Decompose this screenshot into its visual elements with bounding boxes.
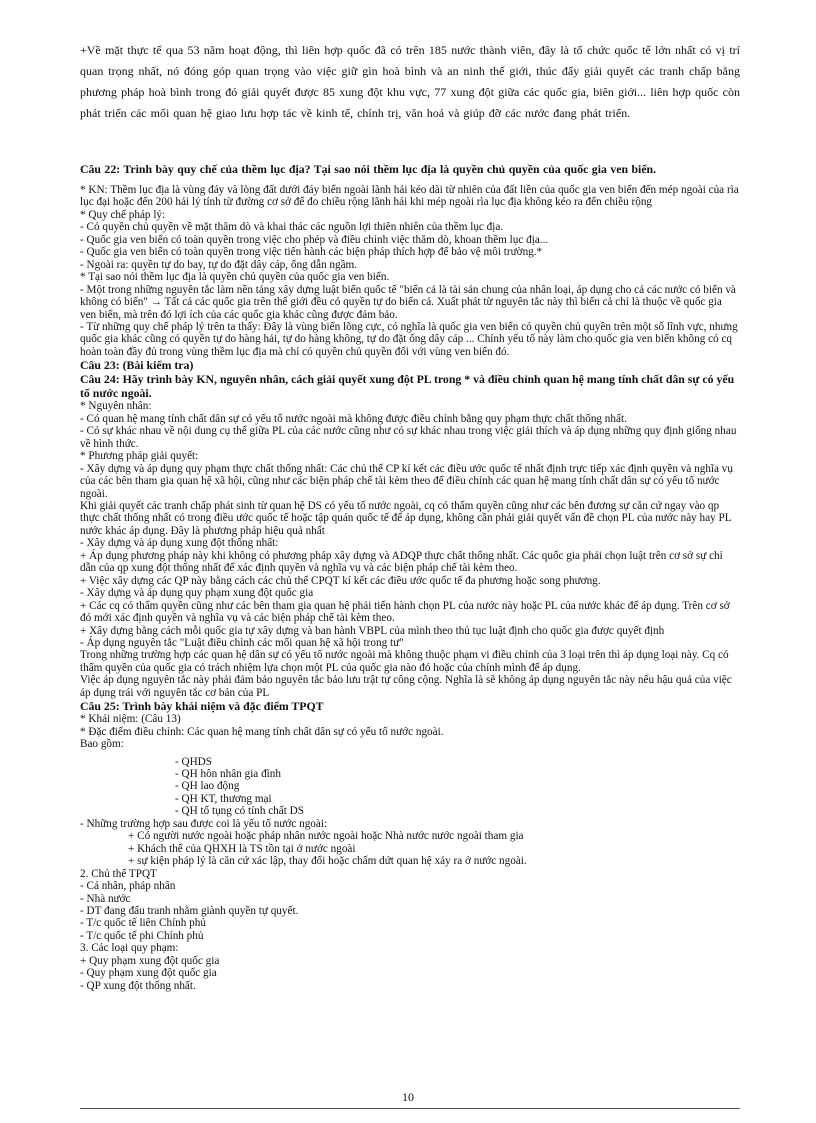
q25-line: * Đặc điểm điều chỉnh: Các quan hệ mang tính chất dân sự có yếu tố nước ngoài. bbox=[80, 725, 444, 738]
q25-list-item: - QH KT, thương mại bbox=[175, 792, 272, 805]
q25-body bbox=[80, 713, 740, 992]
q22-line: - Ngoài ra: quyền tự do bay, tự do đặt dây cáp, ống dẫn ngầm. bbox=[80, 258, 358, 271]
q25-line: + Quy phạm xung đột quốc gia bbox=[80, 954, 220, 967]
intro-paragraph: +Về mặt thực tế qua 53 năm hoạt động, thì liên hợp quốc đã có trên 185 nước thành viên, đây là tổ chức quốc tế lớn nhất có vị trí quan trọng nhất, nó đóng góp quan trọng vào việc giữ gìn hoà bình và an ninh thế giới, thúc đẩy giải quyết các tranh chấp bằng phương pháp hoà bình trong đó giải quyết được 85 xung đột khu vực, 77 xung đột giữa các quốc gia, biên giới... liên hợp quốc còn phát triển các mối quan hệ giao lưu hợp tác về kinh tế, chính trị, văn hoá và giúp đỡ các nước đang phát triển. bbox=[80, 43, 740, 120]
q25-list-item: - QH tố tụng có tính chất DS bbox=[175, 805, 304, 818]
q24-line: - Xây dựng và áp dụng quy phạm xung đột quốc gia bbox=[80, 587, 314, 600]
q22-line: - Có quyền chủ quyền về mặt thăm dò và khai thác các nguồn lợi thiên nhiên của thềm lục địa. bbox=[80, 221, 504, 234]
q24-line: Việc áp dụng nguyên tắc này phải đảm bảo nguyên tắc bảo lưu trật tự công cộng. Nghĩa là sẽ không áp dụng nguyên tắc này nếu hậu quả của việc áp dụng trái với nguyên tắc cơ bản của PL bbox=[80, 674, 732, 699]
q24-line: Trong những trường hợp các quan hệ dân sự có yếu tố nước ngoài mà không thuộc phạm vi điều chỉnh của 3 loại trên thì áp dụng loại này. Cq có thẩm quyền của quốc gia có trách nhiệm lựa chọn một PL của quốc gia nào đó hoặc của chính mình để áp dụng. bbox=[80, 649, 729, 674]
q25-list-item: - QH lao động bbox=[175, 780, 240, 793]
q25-line: - T/c quốc tế phi Chính phủ bbox=[80, 929, 204, 942]
q24-line: + Việc xây dựng các QP này bằng cách các chủ thể CPQT kí kết các điều ước quốc tế đa phương hoặc song phương. bbox=[80, 574, 601, 587]
q22-heading: Câu 22: Trình bày quy chế của thềm lục địa? Tại sao nói thềm lục địa là quyền chủ quyền của quốc gia ven biển. bbox=[80, 162, 657, 176]
q25-line: 3. Các loại quy phạm: bbox=[80, 942, 179, 955]
q22-line: - Quốc gia ven biển có toàn quyền trong việc cho phép và điều chỉnh việc thăm dò, khoan thềm lục địa... bbox=[80, 233, 549, 246]
q22-line: * KN: Thềm lục địa là vùng đáy và lòng đất dưới đáy biển ngoài lãnh hải kéo dài từ nhiên của đất liền của quốc gia ven biển đến mép ngoài của rìa lục đại hoặc đến 200 hải lý tính từ đường cơ sở để đo chiều rộng lãnh hải khi mép ngoài rìa lục địa không kéo ra đến chiều rộng bbox=[80, 184, 739, 209]
q22-line: - Quốc gia ven biển có toàn quyền trong việc tiến hành các biện pháp thích hợp để bảo vệ môi trường.* bbox=[80, 246, 543, 259]
q22-line: * Tại sao nói thềm lục địa là quyền chủ quyền của quốc gia ven biển. bbox=[80, 271, 390, 284]
q25-line: Bao gồm: bbox=[80, 738, 124, 751]
q25-plus-item: + sự kiện pháp lý là căn cứ xác lập, thay đổi hoặc chấm dứt quan hệ xảy ra ở nước ngoài. bbox=[128, 855, 527, 868]
q22-body bbox=[80, 184, 740, 358]
q24-line: + Áp dụng phương pháp này khi không có phương pháp xây dựng và ADQP thực chất thống nhất. Các quốc gia phải chọn luật trên cơ sở sự chỉ dẫn của qp xung đột thống nhất để xác định quyền và nghĩa vụ và các biện pháp chế tài kèm theo. bbox=[80, 549, 723, 575]
q22-line: - Một trong những nguyên tắc làm nền tảng xây dựng luật biển quốc tế "biển cả là tài sản chung của nhân loại, áp dụng cho cả các nước có biển và không có biển" → Tất cả các quốc gia trên thế giới đều có quyền tự do biển cả. Xuất phát từ nguyên tắc này thì biển cả chỉ là thuộc về quốc gia ven biển, mà trên đó lợi ích của các quốc gia khác cũng được đảm bảo. bbox=[80, 283, 736, 321]
q24-line: - Xây dựng và áp dụng quy phạm thực chất thống nhất: Các chủ thể CP kí kết các điều ước quốc tế nhất định trực tiếp xác định quyền và nghĩa vụ của các bên tham gia quan hệ xã hội, cũng như các biện pháp chế tài kèm theo để điều chỉnh các quan hệ mang tính chất dân sự có yếu tố nước ngoài. bbox=[80, 462, 733, 500]
q25-line: - Nhà nước bbox=[80, 892, 131, 905]
page-number: 10 bbox=[402, 1090, 414, 1104]
document-page bbox=[80, 40, 740, 992]
q25-heading: Câu 25: Trình bày khái niệm và đặc điểm TPQT bbox=[80, 699, 324, 714]
q24-line: - Có quan hệ mang tính chất dân sự có yếu tố nước ngoài mà không được điều chỉnh bằng quy phạm thực chất thống nhất. bbox=[80, 412, 627, 425]
q25-line: 2. Chủ thể TPQT bbox=[80, 867, 157, 880]
q25-line: - Quy phạm xung đột quốc gia bbox=[80, 967, 217, 980]
q22-line: * Quy chế pháp lý: bbox=[80, 208, 166, 221]
q24-body bbox=[80, 400, 740, 699]
q24-line: * Phương pháp giải quyết: bbox=[80, 450, 199, 463]
q25-plus-item: + Có người nước ngoài hoặc pháp nhân nước ngoài hoặc Nhà nước nước ngoài tham gia bbox=[128, 830, 524, 843]
q24-line: Khi giải quyết các tranh chấp phát sinh từ quan hệ DS có yếu tố nước ngoài, cq có thẩm quyền cũng như các bên đương sự căn cứ ngay vào qp thực chất thống nhất có trong điều ước quốc tế hoặc tập quán quốc tế để áp dụng, không cần phải giải quyết vấn đề chọn PL của nước này hay PL nước khác áp dụng. Đây là phương pháp hiệu quả nhất bbox=[80, 499, 732, 537]
q24-line: - Áp dụng nguyên tắc "Luật điều chỉnh các mối quan hệ xã hội trong tư" bbox=[80, 636, 404, 649]
q24-line: + Xây dựng bằng cách mỗi quốc gia tự xây dựng và ban hành VBPL của mình theo thủ tục luật định cho quốc gia được quyết định bbox=[80, 624, 665, 637]
q24-heading: Câu 24: Hãy trình bày KN, nguyên nhân, cách giải quyết xung đột PL trong * và điều chỉnh quan hệ mang tính chất dân sự có yếu tố nước ngoài. bbox=[80, 372, 735, 401]
q25-line: - Những trường hợp sau được coi là yếu tố nước ngoài: bbox=[80, 817, 328, 830]
q25-line: * Khái niệm: (Câu 13) bbox=[80, 713, 181, 726]
q25-line: - QP xung đột thống nhất. bbox=[80, 979, 196, 992]
q23-heading: Câu 23: (Bài kiểm tra) bbox=[80, 358, 194, 373]
q25-plus-item: + Khách thể của QHXH là TS tồn tại ở nước ngoài bbox=[128, 842, 356, 855]
q25-line: - T/c quốc tế liên Chính phủ bbox=[80, 917, 206, 930]
q25-line: - Cá nhân, pháp nhân bbox=[80, 880, 176, 893]
q25-list-item: - QHDS bbox=[175, 755, 212, 768]
q25-line: - DT đang đấu tranh nhằm giành quyền tự quyết. bbox=[80, 905, 299, 918]
q24-line: * Nguyên nhân: bbox=[80, 400, 152, 413]
q25-list-item: - QH hôn nhân gia đình bbox=[175, 768, 281, 781]
q24-line: - Có sự khác nhau về nội dung cụ thể giữa PL của các nước cũng như có sự khác nhau trong việc giải thích và áp dụng những quy định giống nhau về hình thức. bbox=[80, 425, 737, 450]
q22-line: - Từ những quy chế pháp lý trên ta thấy: Đây là vùng biển lõng cực, có nghĩa là quốc gia ven biển có quyền chủ quyền trên một số lĩnh vực, nhưng quốc gia khác cũng có quyền tự do hàng hải, tự do hàng không, tự do đặt ống dây cáp ... Chính yếu tố này làm cho quốc gia ven biển không có cq hoàn toàn đầy đủ trong vùng thềm lục địa mà chỉ có quyền chủ quyền đối với vùng ven biển đó. bbox=[80, 320, 738, 358]
q24-line: + Các cq có thẩm quyền cũng như các bên tham gia quan hệ phải tiến hành chọn PL của nước này hoặc PL của nước khác để áp dụng. Trên cơ sở đó mới xác định quyền và nghĩa vụ và các biện pháp chế tài kèm theo. bbox=[80, 599, 730, 625]
footer-divider bbox=[80, 1108, 740, 1109]
q24-line: - Xây dựng và áp dụng xung đột thống nhất: bbox=[80, 537, 279, 550]
